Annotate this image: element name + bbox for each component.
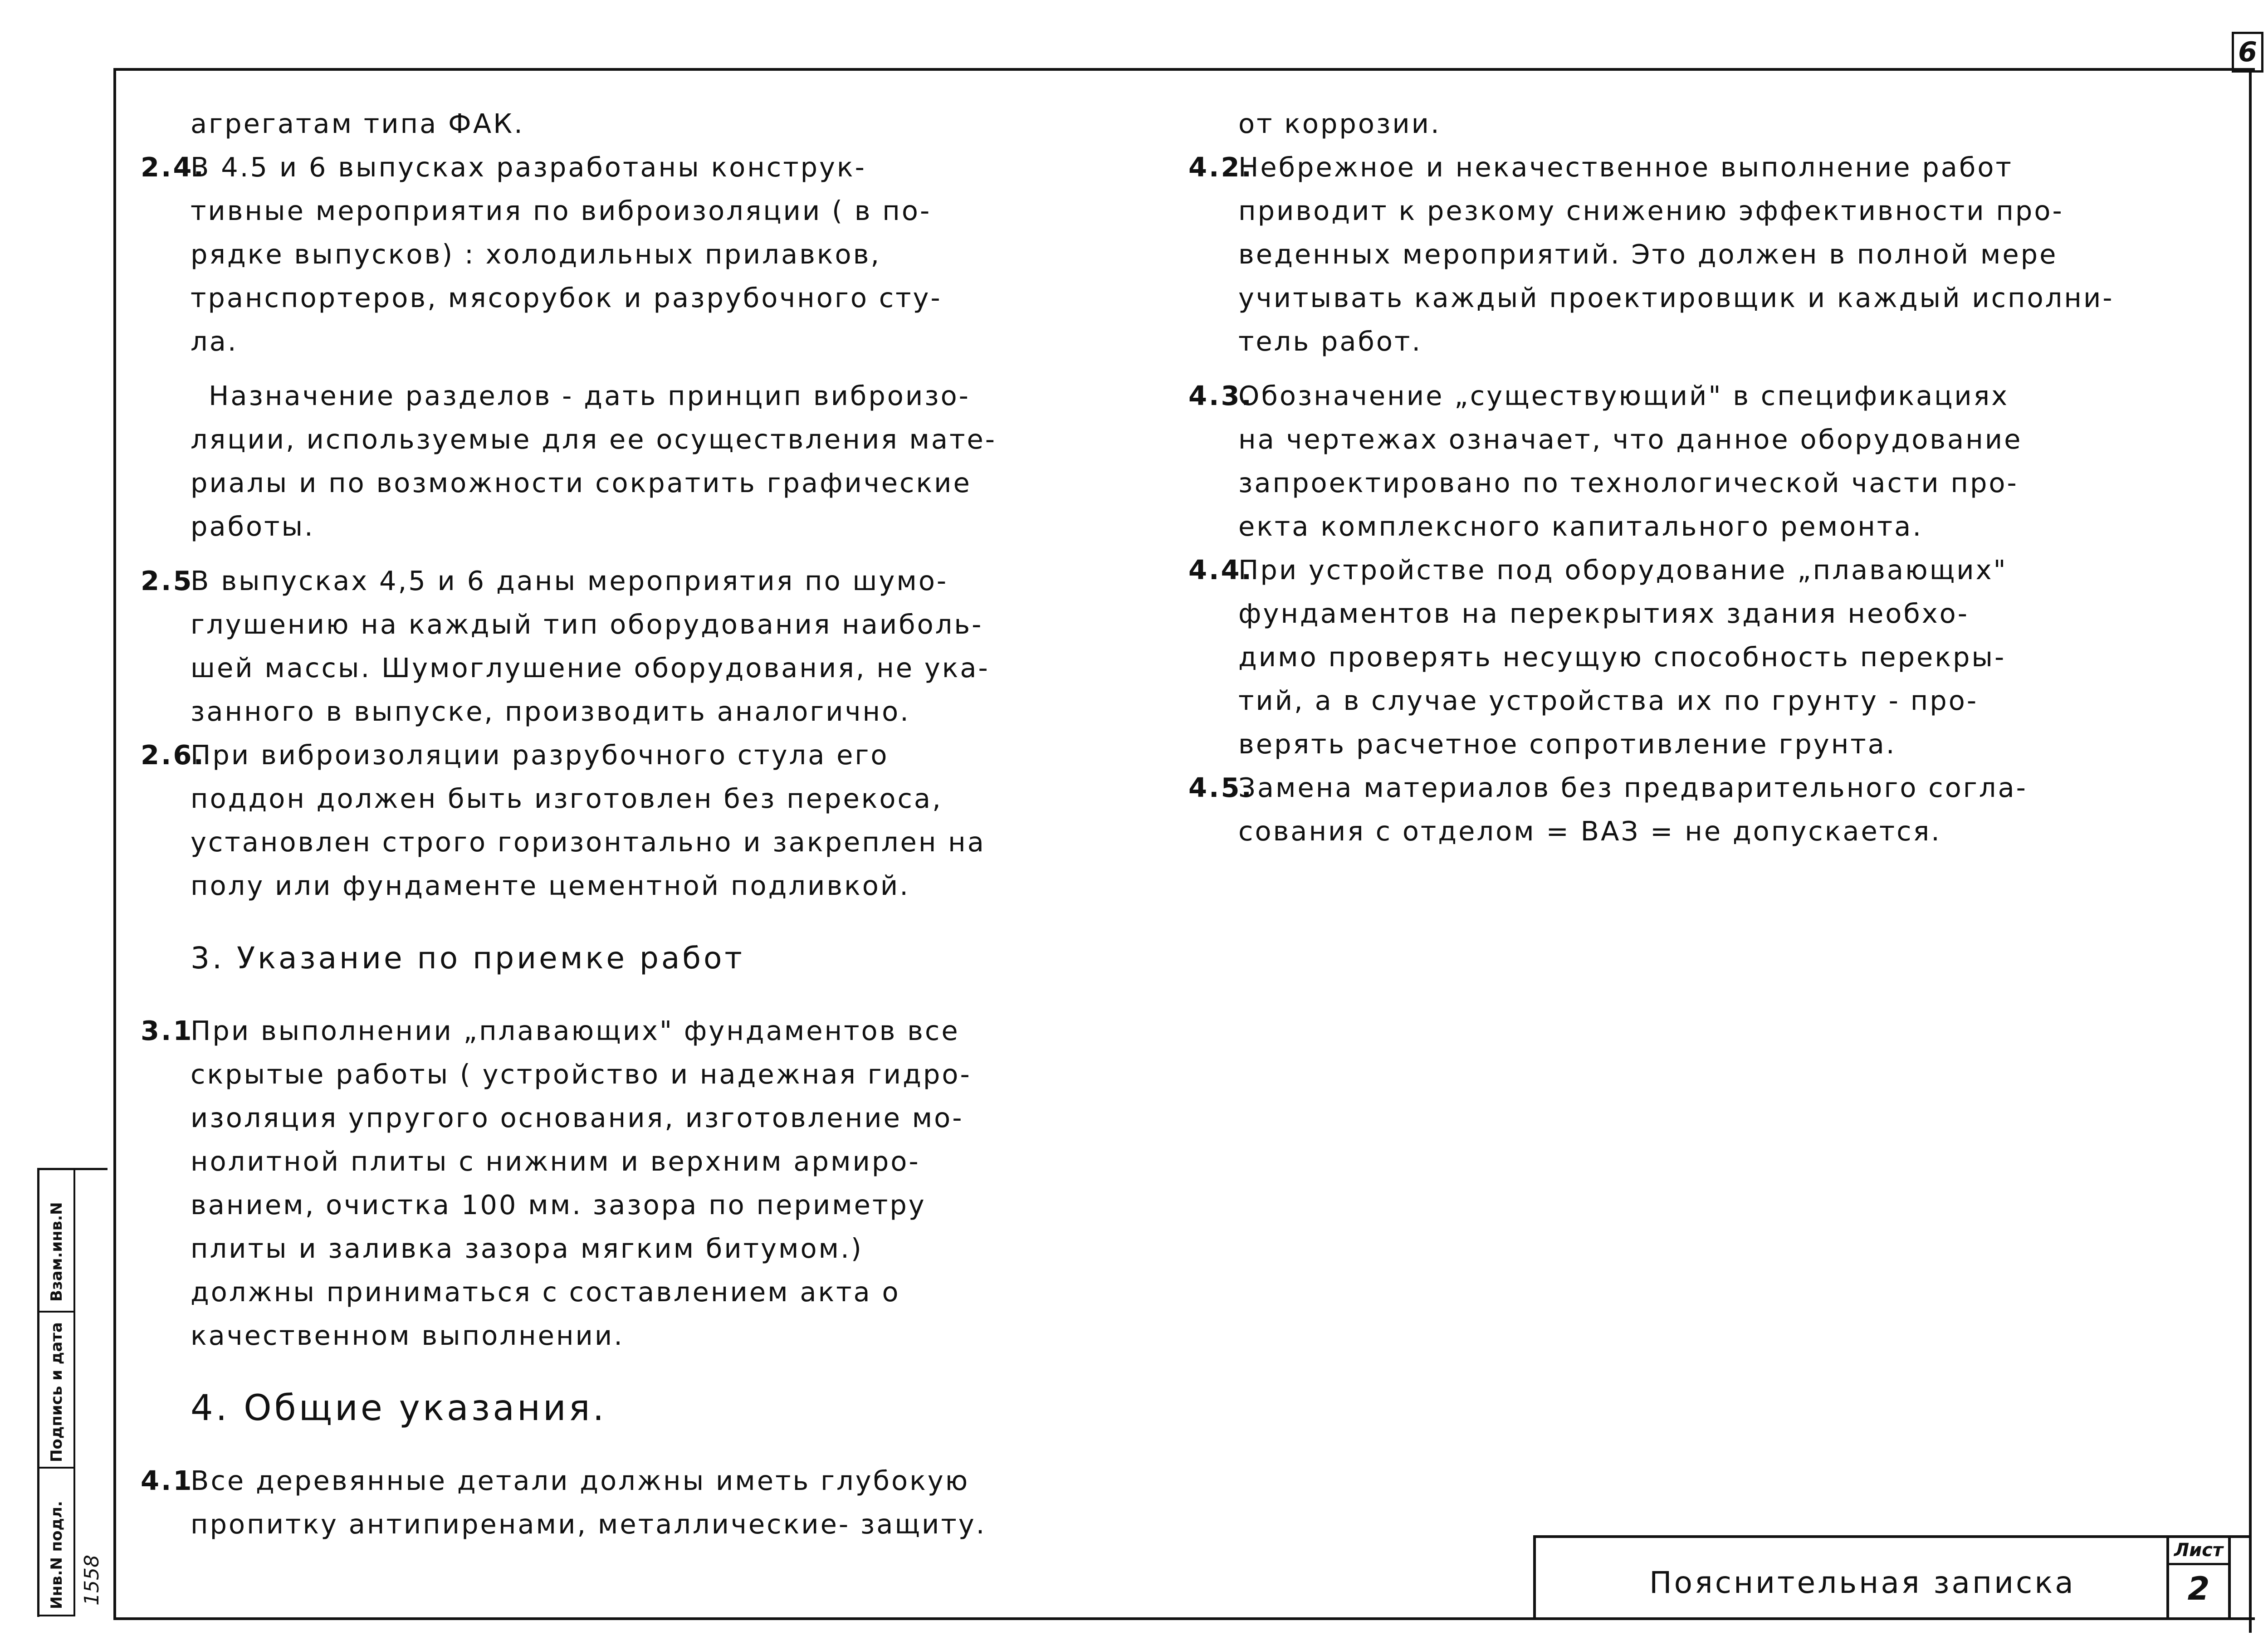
text-line: димо проверять несущую способность перекры- bbox=[1238, 641, 2006, 673]
text-line: плиты и заливка зазора мягким битумом.) bbox=[191, 1233, 863, 1264]
text-line: транспортеров, мясорубок и разрубочного сту- bbox=[191, 282, 942, 313]
text-line: агрегатам типа ФАК. bbox=[191, 108, 524, 139]
text-line: При выполнении „плавающих" фундаментов все bbox=[191, 1015, 960, 1046]
stamp-label-vzam-inv: Взам.инв.N bbox=[48, 1202, 66, 1302]
text-line: Назначение разделов - дать принцип виброизо- bbox=[209, 380, 970, 411]
text-line: нолитной плиты с нижним и верхним армиро- bbox=[191, 1146, 920, 1177]
text-line: В выпусках 4,5 и 6 даны мероприятия по шумо- bbox=[191, 565, 948, 596]
sheet-label: Лист bbox=[2169, 1538, 2228, 1565]
text-line: качественном выполнении. bbox=[191, 1320, 624, 1351]
paragraph-number: 2.6. bbox=[141, 739, 205, 771]
text-line: При устройстве под оборудование „плавающих" bbox=[1238, 554, 2008, 586]
corner-sheet-number: 6 bbox=[2232, 32, 2263, 73]
text-line: поддон должен быть изготовлен без перекоса, bbox=[191, 783, 943, 814]
text-line: должны приниматься с составлением акта о bbox=[191, 1276, 900, 1308]
text-line: ла. bbox=[191, 326, 238, 357]
text-line: ванием, очистка 100 мм. зазора по периметру bbox=[191, 1189, 926, 1220]
text-line: приводит к резкому снижению эффективности про- bbox=[1238, 195, 2064, 226]
sheet-cell bbox=[2166, 1538, 2231, 1617]
paragraph-2-4 bbox=[141, 146, 1120, 363]
paragraph-number: 4.5. bbox=[1188, 772, 1253, 803]
text-line: на чертежах означает, что данное оборудование bbox=[1238, 424, 2023, 455]
text-line: Обозначение „существующий" в спецификациях bbox=[1238, 380, 2009, 411]
text-line: работы. bbox=[191, 511, 315, 542]
text-line: установлен строго горизонтально и закреплен на bbox=[191, 826, 986, 858]
stamp-label-podpis-data: Подпись и дата bbox=[48, 1322, 66, 1462]
paragraph-4-3 bbox=[1188, 374, 2191, 548]
stamp-cell-vzam bbox=[39, 1170, 75, 1313]
side-stamp bbox=[37, 1168, 108, 1617]
frame-right-rule bbox=[2249, 68, 2252, 1633]
stamp-label-inv-podl: Инв.N подл. bbox=[48, 1501, 66, 1609]
paragraph-2-6 bbox=[141, 733, 1120, 908]
sheet-number: 2 bbox=[2187, 1570, 2210, 1607]
document-title: Пояснительная записка bbox=[1649, 1565, 2076, 1600]
text-line: риалы и по возможности сократить графические bbox=[191, 467, 972, 498]
text-line: изоляция упругого основания, изготовление мо- bbox=[191, 1102, 964, 1133]
paragraph-4-5 bbox=[1188, 766, 2191, 853]
text-line: полу или фундаменте цементной подливкой. bbox=[191, 870, 910, 901]
section-3-title: 3. Указание по приемке работ bbox=[191, 941, 745, 976]
text-line: сования с отделом = ВАЗ = не допускается. bbox=[1238, 815, 1941, 847]
text-line: пропитку антипиренами, металлические- защиту. bbox=[191, 1508, 987, 1540]
text-line: Небрежное и некачественное выполнение работ bbox=[1238, 151, 2013, 183]
text-line: веденных мероприятий. Это должен в полной мере bbox=[1238, 239, 2058, 270]
text-line: ляции, используемые для ее осуществления мате- bbox=[191, 424, 997, 455]
text-line: Все деревянные детали должны иметь глубокую bbox=[191, 1465, 970, 1496]
paragraph-4-1 bbox=[141, 1459, 1120, 1546]
text-line: При виброизоляции разрубочного стула его bbox=[191, 739, 889, 771]
text-line: верять расчетное сопротивление грунта. bbox=[1238, 728, 1897, 760]
stamp-cell-inv-podl bbox=[39, 1469, 75, 1616]
text-line: запроектировано по технологической части про- bbox=[1238, 467, 2019, 498]
paragraph-4-4 bbox=[1188, 548, 2191, 766]
text-line: екта комплексного капитального ремонта. bbox=[1238, 511, 1923, 542]
paragraph-number: 2.5 bbox=[141, 565, 194, 596]
title-block bbox=[1533, 1535, 2252, 1617]
text-line: шей массы. Шумоглушение оборудования, не ука- bbox=[191, 652, 990, 683]
left-column bbox=[141, 102, 1120, 1546]
paragraph-purpose bbox=[191, 374, 1120, 548]
text-line: тий, а в случае устройства их по грунту - про- bbox=[1238, 685, 1979, 716]
stamp-handwritten-number: 1558 bbox=[80, 1555, 103, 1606]
paragraph-number: 2.4. bbox=[141, 151, 205, 183]
text-line: Замена материалов без предварительного согла- bbox=[1238, 772, 2028, 803]
text-line: глушению на каждый тип оборудования наиболь- bbox=[191, 609, 983, 640]
stamp-cell-podpis bbox=[39, 1313, 75, 1469]
paragraph-4-2 bbox=[1188, 146, 2191, 363]
text-line: рядке выпусков) : холодильных прилавков, bbox=[191, 239, 881, 270]
text-line: от коррозии. bbox=[1238, 108, 1441, 139]
paragraph-number: 4.1 bbox=[141, 1465, 194, 1496]
text-line: скрытые работы ( устройство и надежная гидро- bbox=[191, 1059, 972, 1090]
paragraph-number: 3.1 bbox=[141, 1015, 194, 1046]
text-line: учитывать каждый проектировщик и каждый исполни- bbox=[1238, 282, 2114, 313]
text-line: тивные мероприятия по виброизоляции ( в по- bbox=[191, 195, 932, 226]
paragraph-number: 4.3. bbox=[1188, 380, 1253, 411]
paragraph-2-5 bbox=[141, 559, 1120, 733]
paragraph-number: 4.2. bbox=[1188, 151, 1253, 183]
text-line: В 4.5 и 6 выпусках разработаны конструк- bbox=[191, 151, 866, 183]
text-line: занного в выпуске, производить аналогично. bbox=[191, 696, 910, 727]
paragraph-number: 4.4. bbox=[1188, 554, 1253, 586]
text-line: фундаментов на перекрытиях здания необхо- bbox=[1238, 598, 1970, 629]
paragraph-3-1 bbox=[141, 1009, 1120, 1357]
section-4-title: 4. Общие указания. bbox=[191, 1388, 607, 1429]
right-column bbox=[1188, 102, 2191, 853]
text-line: тель работ. bbox=[1238, 326, 1422, 357]
